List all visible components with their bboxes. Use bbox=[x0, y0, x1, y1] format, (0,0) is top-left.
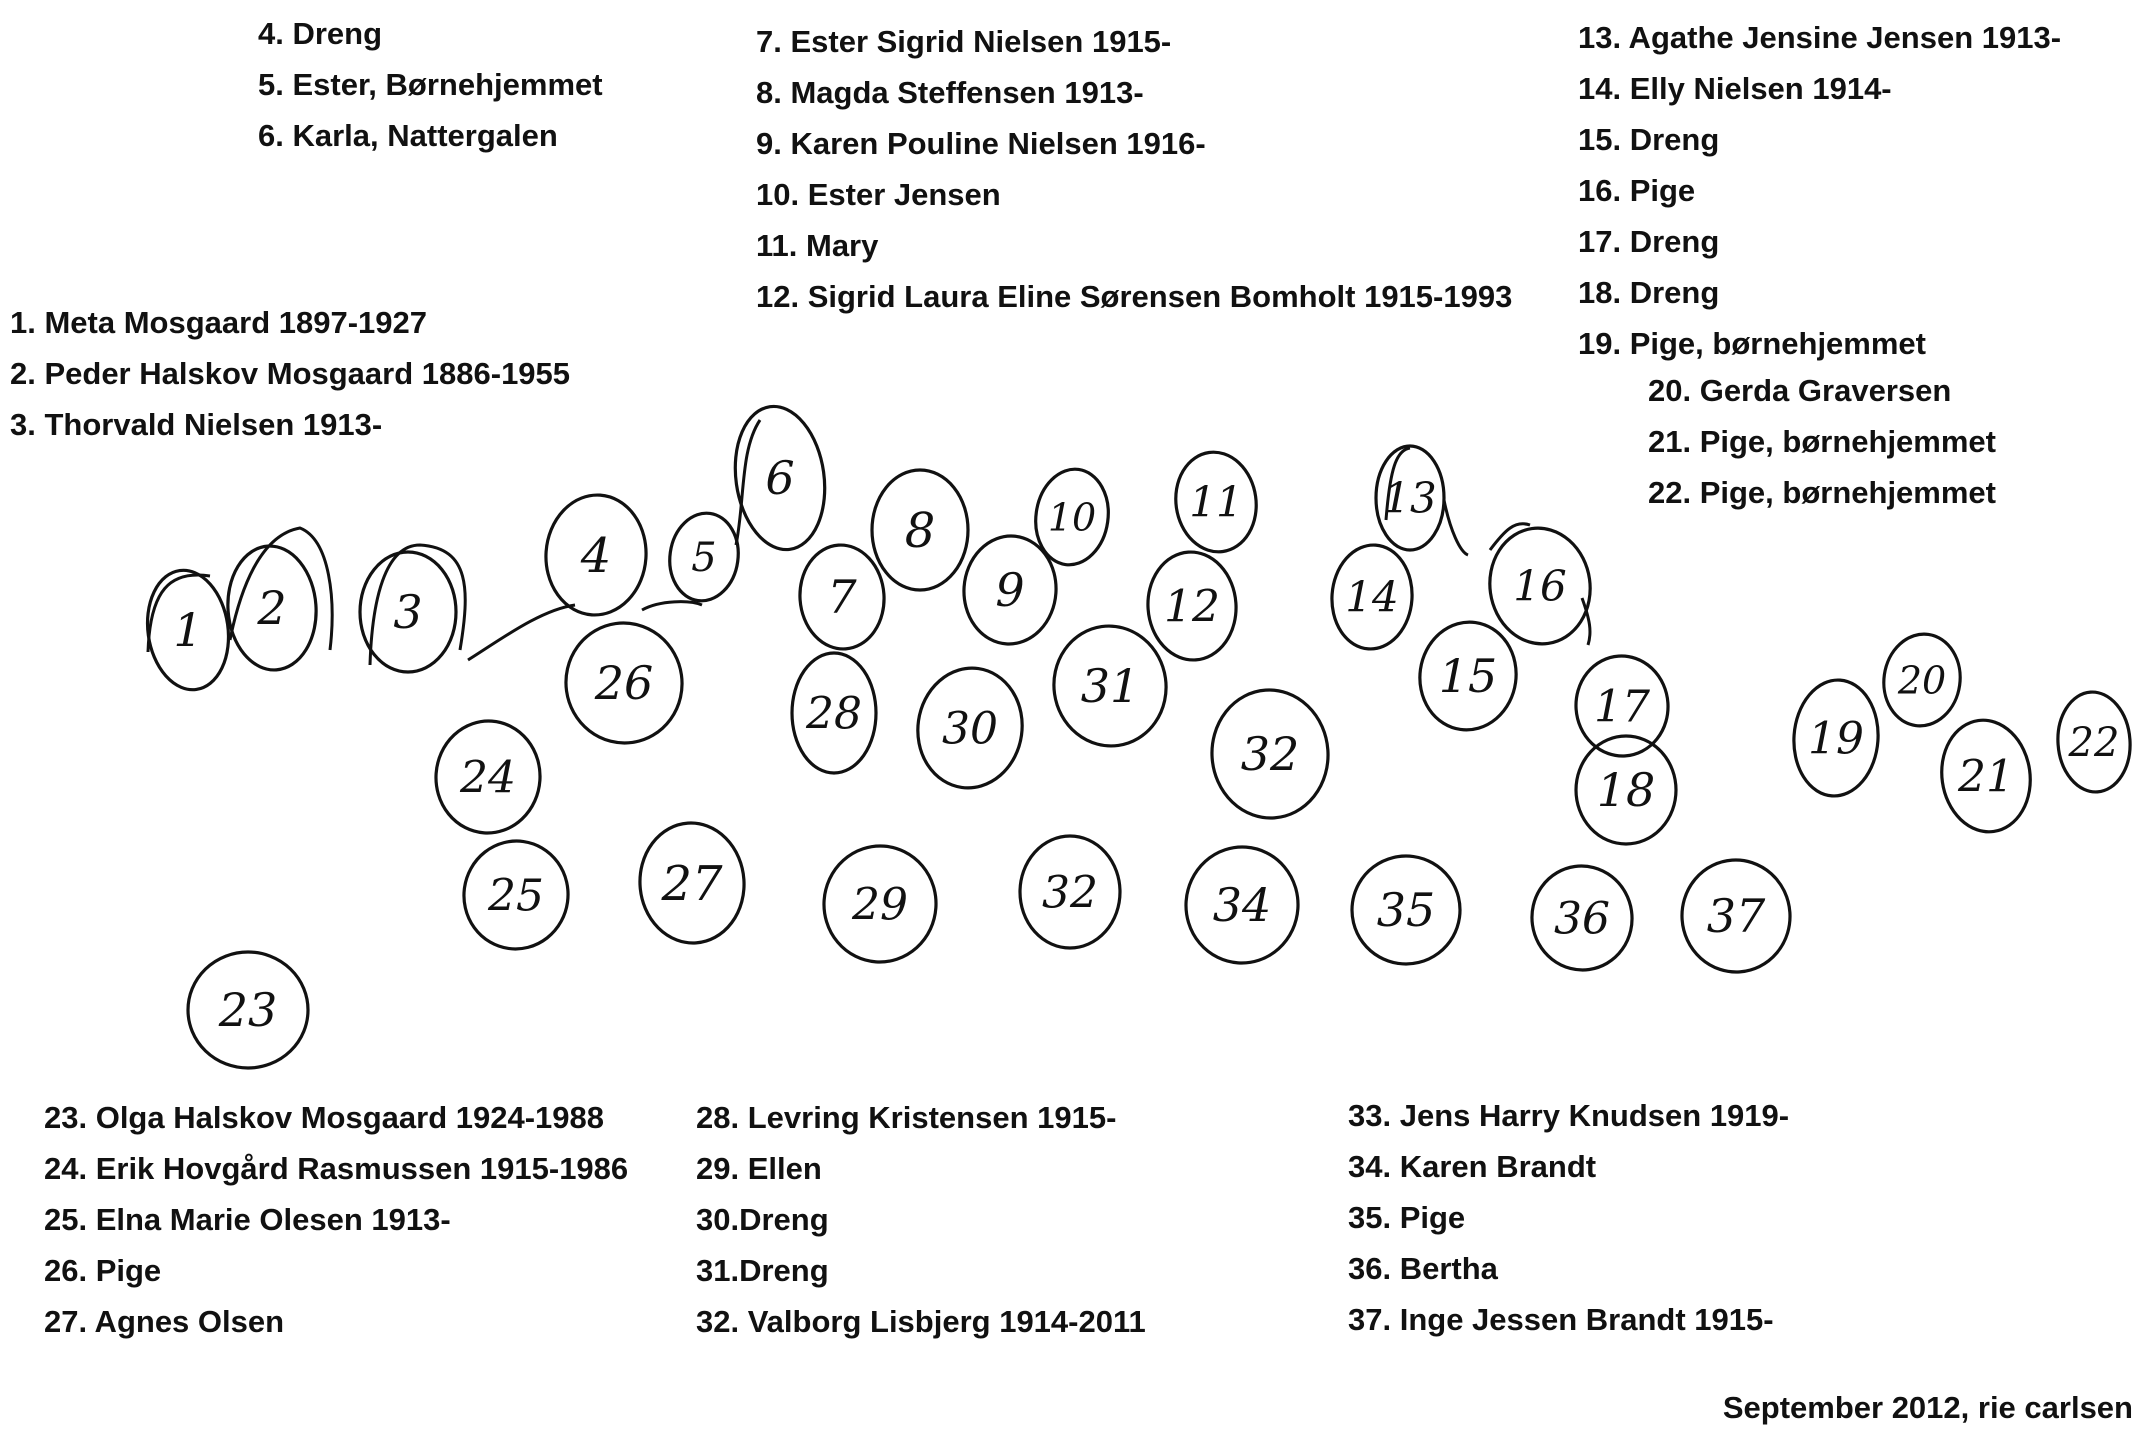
legend-column-bottom-middle bbox=[696, 1092, 1146, 1347]
head-number-label: 3 bbox=[393, 585, 423, 640]
head-number-label: 15 bbox=[1438, 649, 1498, 704]
head-32b bbox=[1020, 836, 1120, 948]
head-number-label: 13 bbox=[1383, 473, 1437, 523]
legend-entry: 3. Thorvald Nielsen 1913- bbox=[10, 407, 383, 442]
head-4 bbox=[542, 492, 650, 619]
legend-entry: 12. Sigrid Laura Eline Sørensen Bomholt 1915-1993 bbox=[756, 279, 1513, 314]
legend-entry: 6. Karla, Nattergalen bbox=[258, 118, 558, 153]
head-28 bbox=[792, 653, 876, 773]
legend-entry: 24. Erik Hovgård Rasmussen 1915-1986 bbox=[44, 1151, 629, 1186]
legend-entry: 35. Pige bbox=[1348, 1200, 1466, 1235]
head-24 bbox=[432, 718, 544, 837]
head-number-label: 2 bbox=[257, 581, 287, 636]
legend-column-left bbox=[10, 297, 570, 450]
legend-column-bottom-left bbox=[44, 1092, 628, 1347]
legend-entry: 37. Inge Jessen Brandt 1915- bbox=[1348, 1302, 1774, 1337]
head-number-label: 26 bbox=[594, 656, 654, 711]
head-number-label: 1 bbox=[173, 603, 203, 658]
legend-entry: 18. Dreng bbox=[1578, 275, 1720, 310]
head-37 bbox=[1678, 856, 1794, 975]
legend-entry: 14. Elly Nielsen 1914- bbox=[1578, 71, 1892, 106]
legend-column-top-right bbox=[1578, 12, 2061, 369]
legend-entry: 20. Gerda Graversen bbox=[1648, 373, 1952, 408]
head-25 bbox=[457, 834, 575, 955]
legend-entry: 2. Peder Halskov Mosgaard 1886-1955 bbox=[10, 356, 571, 391]
head-number-label: 36 bbox=[1554, 893, 1610, 945]
head-number-label: 11 bbox=[1189, 477, 1243, 527]
head-number-label: 27 bbox=[661, 855, 723, 912]
shoulder-contour bbox=[148, 420, 1590, 665]
head-17 bbox=[1573, 653, 1672, 759]
head-11 bbox=[1169, 447, 1262, 557]
head-number-label: 29 bbox=[852, 879, 908, 931]
head-number-label: 31 bbox=[1080, 659, 1140, 714]
head-5 bbox=[664, 509, 744, 606]
legend-entry: 11. Mary bbox=[756, 228, 879, 263]
legend-entry: 36. Bertha bbox=[1348, 1251, 1498, 1286]
head-number-label: 30 bbox=[942, 703, 998, 755]
head-number-label: 6 bbox=[765, 451, 795, 506]
head-number-label: 37 bbox=[1706, 889, 1766, 944]
head-number-label: 7 bbox=[827, 570, 857, 625]
head-21 bbox=[1935, 714, 2038, 837]
head-number-label: 24 bbox=[460, 752, 516, 804]
legend-entry: 23. Olga Halskov Mosgaard 1924-1988 bbox=[44, 1100, 605, 1135]
legend-entry: 8. Magda Steffensen 1913- bbox=[756, 75, 1144, 110]
legend-entry: 4. Dreng bbox=[258, 16, 383, 51]
head-number-label: 18 bbox=[1596, 763, 1656, 818]
legend-entry: 28. Levring Kristensen 1915- bbox=[696, 1100, 1117, 1135]
head-1 bbox=[140, 565, 236, 695]
head-number-label: 9 bbox=[995, 563, 1025, 618]
head-number-label: 14 bbox=[1345, 572, 1399, 622]
credit-line: September 2012, rie carlsen bbox=[1722, 1390, 2133, 1425]
head-15 bbox=[1413, 616, 1523, 736]
head-19 bbox=[1790, 677, 1882, 799]
legend-entry: 5. Ester, Børnehjemmet bbox=[258, 67, 603, 102]
head-18 bbox=[1576, 736, 1676, 844]
legend-entry: 21. Pige, børnehjemmet bbox=[1648, 424, 1996, 459]
head-7 bbox=[796, 542, 887, 652]
head-number-label: 32 bbox=[1240, 727, 1300, 782]
head-number-label: 21 bbox=[1958, 751, 2014, 803]
head-16 bbox=[1482, 522, 1597, 651]
head-32a bbox=[1208, 686, 1333, 822]
head-number-label: 22 bbox=[2068, 720, 2120, 766]
legend-entry: 15. Dreng bbox=[1578, 122, 1720, 157]
legend-entry: 17. Dreng bbox=[1578, 224, 1720, 259]
legend-entry: 22. Pige, børnehjemmet bbox=[1648, 475, 1996, 510]
head-31 bbox=[1046, 619, 1174, 753]
legend-entry: 26. Pige bbox=[44, 1253, 162, 1288]
head-number-label: 28 bbox=[806, 688, 862, 740]
legend-entry: 32. Valborg Lisbjerg 1914-2011 bbox=[696, 1304, 1146, 1339]
head-36 bbox=[1525, 860, 1639, 977]
legend-entry: 1. Meta Mosgaard 1897-1927 bbox=[10, 305, 427, 340]
head-34 bbox=[1182, 843, 1302, 967]
head-number-label: 12 bbox=[1164, 581, 1220, 633]
head-14 bbox=[1328, 542, 1415, 651]
legend-column-top-left bbox=[258, 8, 603, 161]
legend-entry: 29. Ellen bbox=[696, 1151, 822, 1186]
head-8 bbox=[872, 470, 968, 590]
head-22 bbox=[2055, 690, 2134, 795]
head-number-label: 34 bbox=[1212, 878, 1272, 933]
legend-entry: 9. Karen Pouline Nielsen 1916- bbox=[756, 126, 1206, 161]
legend-entry: 16. Pige bbox=[1578, 173, 1696, 208]
legend-entry: 30.Dreng bbox=[696, 1202, 829, 1237]
head-23 bbox=[188, 952, 308, 1068]
legend-entry: 33. Jens Harry Knudsen 1919- bbox=[1348, 1098, 1790, 1133]
head-number-label: 4 bbox=[580, 527, 612, 584]
legend-column-top-right-indented bbox=[1648, 365, 1996, 518]
head-number-label: 20 bbox=[1897, 658, 1947, 703]
head-number-label: 10 bbox=[1047, 495, 1097, 540]
head-20 bbox=[1878, 629, 1966, 731]
legend-entry: 25. Elna Marie Olesen 1913- bbox=[44, 1202, 451, 1237]
legend-entry: 7. Ester Sigrid Nielsen 1915- bbox=[756, 24, 1172, 59]
legend-column-bottom-right bbox=[1348, 1090, 1789, 1345]
head-number-label: 23 bbox=[218, 983, 278, 1038]
legend-entry: 31.Dreng bbox=[696, 1253, 829, 1288]
head-number-label: 25 bbox=[488, 870, 544, 922]
legend-entry: 27. Agnes Olsen bbox=[44, 1304, 285, 1339]
legend-entry: 10. Ester Jensen bbox=[756, 177, 1001, 212]
head-26 bbox=[558, 616, 690, 751]
head-35 bbox=[1345, 849, 1467, 971]
head-number-label: 8 bbox=[904, 502, 936, 559]
legend-entry: 34. Karen Brandt bbox=[1348, 1149, 1597, 1184]
legend-column-top-middle bbox=[756, 16, 1512, 322]
head-number-label: 5 bbox=[691, 535, 717, 581]
head-13 bbox=[1376, 446, 1444, 550]
head-number-label: 32 bbox=[1042, 867, 1098, 919]
legend-entry: 13. Agathe Jensine Jensen 1913- bbox=[1578, 20, 2062, 55]
head-27 bbox=[636, 820, 748, 947]
head-number-label: 19 bbox=[1808, 713, 1864, 765]
head-30 bbox=[910, 661, 1030, 794]
head-12 bbox=[1144, 549, 1239, 663]
head-10 bbox=[1030, 464, 1115, 569]
head-number-label: 35 bbox=[1376, 883, 1436, 938]
head-number-label: 16 bbox=[1513, 561, 1567, 611]
head-number-label: 17 bbox=[1594, 681, 1650, 733]
head-29 bbox=[820, 842, 940, 966]
legend-entry: 19. Pige, børnehjemmet bbox=[1578, 326, 1926, 361]
